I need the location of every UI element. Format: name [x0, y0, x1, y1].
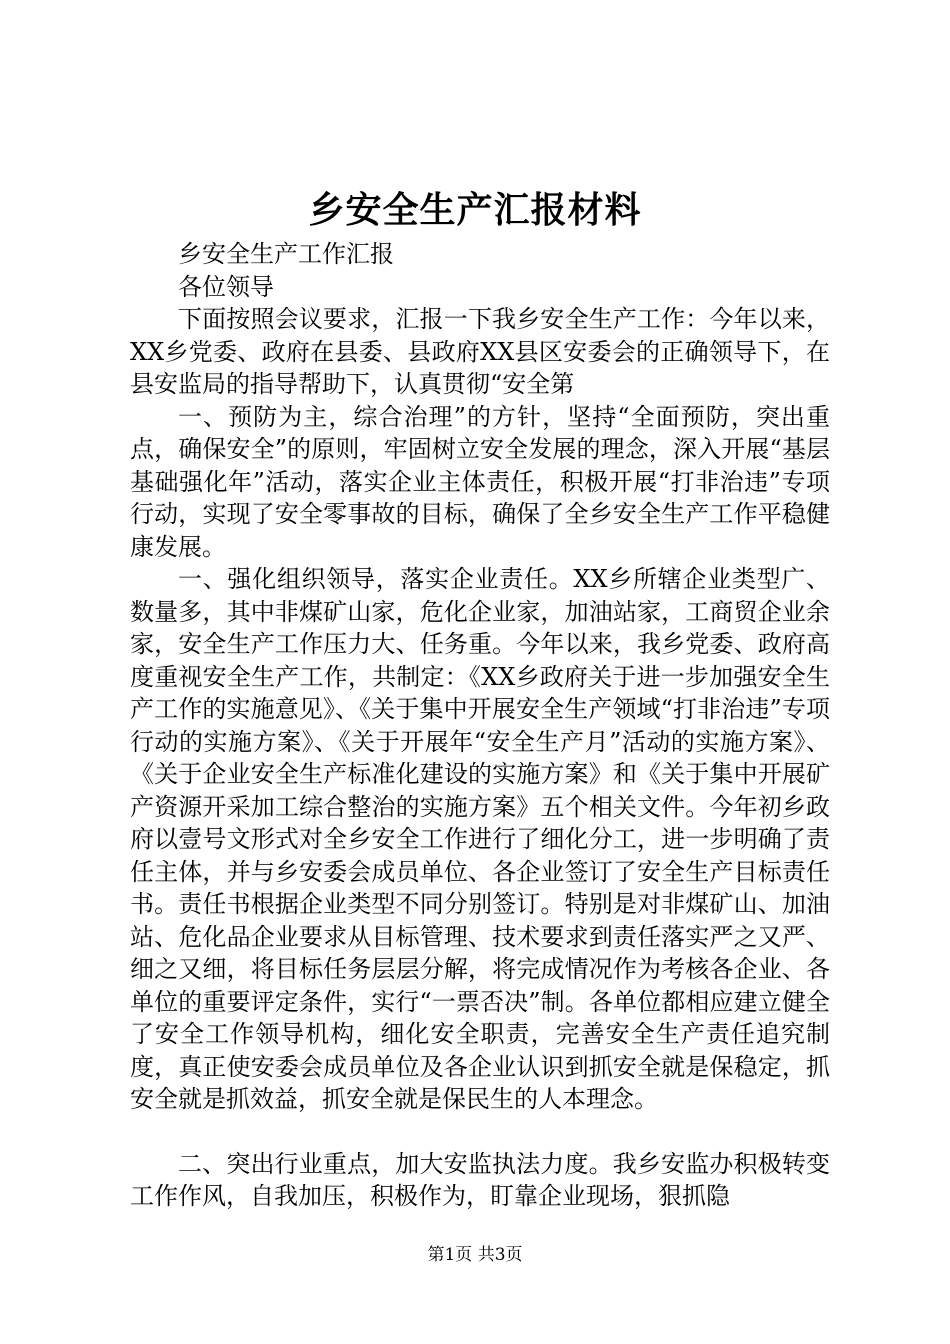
paragraph-principle: 一、预防为主，综合治理”的方针，坚持“全面预防，突出重点，确保安全”的原则，牢固树立安全发展的理念，深入开展“基层基础强化年”活动，落实企业主体责任，积极开展“打非治违”专项行动，实现了安全零事故的目标，确保了全乡安全生产工作平稳健康发展。 [130, 402, 830, 561]
paragraph-section-one: 一、强化组织领导，落实企业责任。XX乡所辖企业类型广、数量多，其中非煤矿山家，危化企业家，加油站家，工商贸企业余家，安全生产工作压力大、任务重。今年以来，我乡党委、政府高度重视安全生产工作，共制定：《XX乡政府关于进一步加强安全生产工作的实施意见》、《关于集中开展安全生产领域“打非治违”专项行动的实施方案》、《关于开展年“安全生产月”活动的实施方案》、《关于企业安全生产标准化建设的实施方案》和《关于集中开展矿产资源开采加工综合整治的实施方案》五个相关文件。今年初乡政府以壹号文形式对全乡安全工作进行了细化分工，进一步明确了责任主体，并与乡安委会成员单位、各企业签订了安全生产目标责任书。责任书根据企业类型不同分别签订。特别是对非煤矿山、加油站、危化品企业要求从目标管理、技术要求到责任落实严之又严、细之又细，将目标任务层层分解，将完成情况作为考核各企业、各单位的重要评定条件，实行“一票否决”制。各单位都相应建立健全了安全工作领导机构，细化安全职责，完善安全生产责任追究制度，真正使安委会成员单位及各企业认识到抓安全就是保稳定，抓安全就是抓效益，抓安全就是保民生的人本理念。 [130, 565, 830, 1113]
paragraph-salutation: 各位领导 [178, 272, 274, 301]
paragraph-intro: 下面按照会议要求，汇报一下我乡安全生产工作：今年以来，XX乡党委、政府在县委、县政府XX县区安委会的正确领导下，在县安监局的指导帮助下，认真贯彻“安全第 [130, 305, 830, 398]
paragraph-section-two: 二、突出行业重点，加大安监执法力度。我乡安监办积极转变工作作风，自我加压，积极作为，盯靠企业现场，狠抓隐 [130, 1149, 830, 1210]
page-footer: 第1页 共3页 [427, 1245, 523, 1265]
paragraph-subtitle: 乡安全生产工作汇报 [178, 240, 394, 268]
document-title: 乡安全生产汇报材料 [308, 189, 642, 231]
document-body [130, 238, 830, 1213]
